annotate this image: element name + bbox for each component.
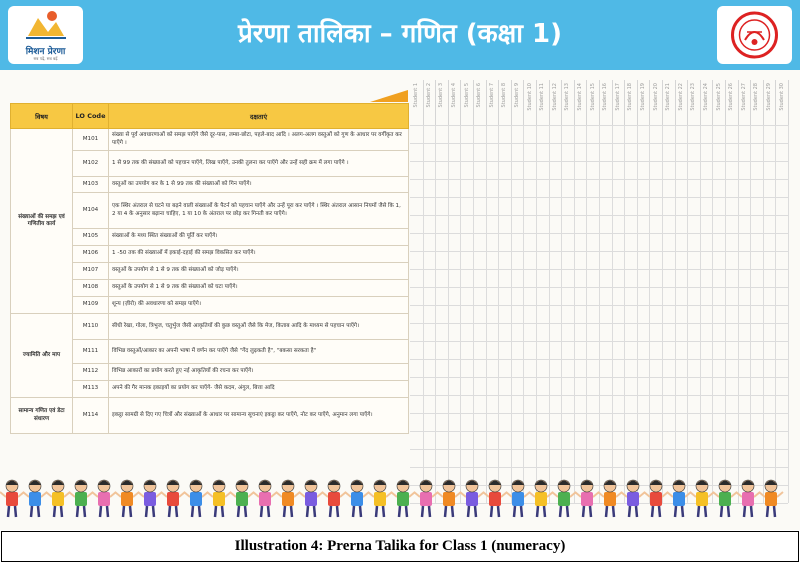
grid-column-line (435, 125, 436, 503)
grid-column-line (788, 125, 789, 503)
student-label: Student 20 (652, 83, 659, 111)
child-figure-icon (529, 480, 553, 517)
grid-row-line (410, 215, 788, 216)
student-column-header (725, 80, 739, 125)
student-column-header (511, 80, 525, 125)
lo-code-cell: M114 (73, 398, 109, 434)
competency-cell: विभिन्न वस्तुओं/आकार का अपनी भाषा में वर्णन कर पाएँगे जैसे "गेंद लुढ़कती है", "बकसा सरकता है" (109, 340, 409, 364)
competency-cell: शून्य (ज़ीरो) की अवधारणा को समझ पाएँगे। (109, 297, 409, 314)
child-figure-icon (391, 480, 415, 517)
student-label: Student 14 (577, 83, 584, 111)
student-column-header (561, 80, 575, 125)
grid-column-line (675, 125, 676, 503)
figure-caption: Illustration 4: Prerna Talika for Class 1 (numeracy) (1, 531, 799, 562)
grid-column-line (750, 125, 751, 503)
lo-code-cell: M101 (73, 129, 109, 151)
subject-cell: संख्याओं की समझ एवं गणितीय कार्य (11, 129, 73, 314)
grid-column-line (448, 125, 449, 503)
grid-column-line (486, 125, 487, 503)
student-label: Student 22 (677, 83, 684, 111)
up-govt-seal-icon (717, 6, 792, 64)
student-label: Student 16 (602, 83, 609, 111)
grid-row-line (410, 125, 788, 126)
competency-cell: अपने की गैर मानक इकाइयों का प्रयोग कर पाएँगे- जैसे कदम, अंगुल, बित्ता आदि (109, 381, 409, 398)
child-figure-icon (437, 480, 461, 517)
grid-row-line (410, 323, 788, 324)
competency-cell: संख्या से पूर्व अवधारणाओं को समझ पाएँगे जैसे दूर-पास, लम्बा-छोटा, पहले-बाद आदि । अलग-अलग वस्तुओं को गुण के आधार पर वर्गीकृत कर पाएँगे । (109, 129, 409, 151)
grid-row-line (410, 305, 788, 306)
grid-column-line (498, 125, 499, 503)
lo-code-cell: M109 (73, 297, 109, 314)
child-figure-icon (23, 480, 47, 517)
competency-cell: वस्तुओं के उपयोग से 1 से 9 तक की संख्याओं को घटा पाएँगे। (109, 280, 409, 297)
table-row (11, 398, 409, 434)
student-column-header (473, 80, 487, 125)
table-row (11, 314, 409, 340)
student-column-header (700, 80, 714, 125)
student-label: Student 27 (740, 83, 747, 111)
student-label: Student 30 (778, 83, 785, 111)
child-figure-icon (598, 480, 622, 517)
competency-cell: वस्तुओं का उपयोग कर के 1 से 99 तक की संख्याओं को गिन पाएँगे। (109, 177, 409, 193)
student-column-header (460, 80, 474, 125)
student-column-header (675, 80, 689, 125)
page-title: प्रेरणा तालिका – गणित (कक्षा 1) (237, 19, 563, 49)
student-label: Student 29 (766, 83, 773, 111)
header-subject: विषय (11, 104, 73, 129)
grid-column-line (511, 125, 512, 503)
lo-code-cell: M104 (73, 193, 109, 229)
lo-code-cell: M102 (73, 151, 109, 177)
grid-column-line (549, 125, 550, 503)
child-figure-icon (69, 480, 93, 517)
student-column-header (624, 80, 638, 125)
grid-row-line (410, 359, 788, 360)
student-column-header (498, 80, 512, 125)
student-label: Student 28 (753, 83, 760, 111)
child-figure-icon (138, 480, 162, 517)
student-column-header (612, 80, 626, 125)
child-figure-icon (552, 480, 576, 517)
child-figure-icon (207, 480, 231, 517)
grid-column-line (423, 125, 424, 503)
student-label: Student 2 (425, 83, 432, 108)
student-column-header (486, 80, 500, 125)
lo-code-cell: M107 (73, 263, 109, 280)
grid-column-line (687, 125, 688, 503)
child-figure-icon (322, 480, 346, 517)
child-figure-icon (92, 480, 116, 517)
student-label: Student 5 (463, 83, 470, 108)
grid-column-line (738, 125, 739, 503)
grid-column-line (700, 125, 701, 503)
logo-tagline: सब पढ़ें, सब बढ़ें (33, 56, 58, 61)
grid-row-line (410, 269, 788, 270)
child-figure-icon (460, 480, 484, 517)
subject-cell: ज्यामिति और माप (11, 314, 73, 398)
grid-column-line (725, 125, 726, 503)
child-figure-icon (230, 480, 254, 517)
child-figure-icon (345, 480, 369, 517)
competency-cell: वस्तुओं के उपयोग से 1 से 9 तक की संख्याओं को जोड़ पाएँगे। (109, 263, 409, 280)
table-row (11, 129, 409, 151)
grid-column-line (561, 125, 562, 503)
child-figure-icon (46, 480, 70, 517)
competency-cell: विभिन्न आकारों का प्रयोग करते हुए नई आकृतियों की रचना कर पाएँगे। (109, 364, 409, 381)
competency-cell: सीधी रेखा, गोला, त्रिभुज, चतुर्भुज जैसी आकृतियों की कुछ वस्तुओं जैसे कि मेज, किताब आदि के माध्यम से पहचान पाएँगे। (109, 314, 409, 340)
child-figure-icon (759, 480, 783, 517)
grid-column-line (649, 125, 650, 503)
child-figure-icon (161, 480, 185, 517)
child-figure-icon (621, 480, 645, 517)
student-column-header (738, 80, 752, 125)
grid-column-line (612, 125, 613, 503)
child-figure-icon (506, 480, 530, 517)
student-label: Student 11 (539, 83, 546, 111)
student-label: Student 26 (728, 83, 735, 111)
child-figure-icon (276, 480, 300, 517)
grid-column-line (662, 125, 663, 503)
grid-column-line (624, 125, 625, 503)
grid-column-line (523, 125, 524, 503)
mission-prerna-logo (8, 6, 83, 64)
child-figure-icon (368, 480, 392, 517)
competency-cell: 1 से 99 तक की संख्याओं को पहचान पाएँगे, लिख पाएँगे, उनकी तुलना कर पाएँगे और उन्हें सही क्रम में लगा पाएँगे । (109, 151, 409, 177)
student-label: Student 15 (589, 83, 596, 111)
student-column-header (649, 80, 663, 125)
competency-cell: एक स्थिर अंतराल से घटने या बढ़ने वाली संख्याओं के पैटर्न को पहचान पाएँगे और उन्हें पूरा कर पाएँगे । स्थिर अंतराल आसान नियमों जैसे कि 1, 2 या 4 के अनुसार बढ़ाना चाहिए, 1 या 10 के अंतराल पर छोड़ कर गिनती कर पाएँगे। (109, 193, 409, 229)
student-label: Student 17 (614, 83, 621, 111)
mission-prerna-emblem-icon (8, 6, 83, 44)
competency-cell: 1 -50 तक की संख्याओं में इकाई-दहाई की समझ विकसित कर पाएँगे। (109, 246, 409, 263)
table-accent-stripe (10, 90, 408, 102)
student-label: Student 25 (715, 83, 722, 111)
grid-row-line (410, 377, 788, 378)
grid-row-line (410, 431, 788, 432)
lo-code-cell: M111 (73, 340, 109, 364)
student-label: Student 23 (690, 83, 697, 111)
child-figure-icon (667, 480, 691, 517)
grid-column-line (599, 125, 600, 503)
child-figure-icon (575, 480, 599, 517)
grid-column-line (536, 125, 537, 503)
child-figure-icon (736, 480, 760, 517)
student-label: Student 7 (488, 83, 495, 108)
student-label: Student 9 (514, 83, 521, 108)
grid-row-line (410, 395, 788, 396)
child-figure-icon (0, 480, 24, 517)
grid-row-line (410, 287, 788, 288)
lo-code-cell: M105 (73, 229, 109, 246)
grid-row-line (410, 341, 788, 342)
student-label: Student 3 (438, 83, 445, 108)
child-figure-icon (644, 480, 668, 517)
children-illustration-strip (0, 470, 800, 525)
student-column-header (574, 80, 588, 125)
child-figure-icon (184, 480, 208, 517)
student-column-header (637, 80, 651, 125)
table-header-row (11, 104, 409, 129)
student-column-header (448, 80, 462, 125)
grid-column-line (712, 125, 713, 503)
student-column-header (549, 80, 563, 125)
student-label: Student 21 (665, 83, 672, 111)
student-column-header (410, 80, 424, 125)
student-column-header (763, 80, 777, 125)
grid-column-line (775, 125, 776, 503)
student-column-header (712, 80, 726, 125)
student-column-header (536, 80, 550, 125)
grid-column-line (586, 125, 587, 503)
grid-row-line (410, 251, 788, 252)
grid-column-line (473, 125, 474, 503)
child-figure-icon (690, 480, 714, 517)
header-competency: दक्षताएं (109, 104, 409, 129)
grid-row-line (410, 143, 788, 144)
child-figure-icon (713, 480, 737, 517)
child-figure-icon (299, 480, 323, 517)
child-figure-icon (253, 480, 277, 517)
grid-column-line (637, 125, 638, 503)
grid-row-line (410, 161, 788, 162)
student-label: Student 12 (551, 83, 558, 111)
student-label: Student 19 (640, 83, 647, 111)
lo-code-cell: M112 (73, 364, 109, 381)
student-column-header (586, 80, 600, 125)
child-figure-icon (414, 480, 438, 517)
competency-table (10, 103, 409, 434)
grid-row-line (410, 233, 788, 234)
student-column-header (750, 80, 764, 125)
grid-row-line (410, 179, 788, 180)
student-column-header (687, 80, 701, 125)
child-figure-icon (115, 480, 139, 517)
student-label: Student 8 (501, 83, 508, 108)
grid-column-line (574, 125, 575, 503)
header-lo-code: LO Code (73, 104, 109, 129)
student-column-header (435, 80, 449, 125)
student-column-header (423, 80, 437, 125)
student-label: Student 24 (703, 83, 710, 111)
student-label: Student 4 (451, 83, 458, 108)
grid-column-line (763, 125, 764, 503)
grid-row-line (410, 467, 788, 468)
student-column-header (662, 80, 676, 125)
grid-column-line (460, 125, 461, 503)
logo-name: मिशन प्रेरणा (25, 47, 66, 57)
subject-cell: सामान्य गणित एवं डेटा संधारण (11, 398, 73, 434)
grid-row-line (410, 413, 788, 414)
lo-code-cell: M110 (73, 314, 109, 340)
state-emblem-logo (717, 6, 792, 64)
student-column-header (523, 80, 537, 125)
student-column-header (775, 80, 789, 125)
lo-code-cell: M108 (73, 280, 109, 297)
grid-row-line (410, 449, 788, 450)
lo-code-cell: M103 (73, 177, 109, 193)
student-label: Student 1 (413, 83, 420, 108)
student-label: Student 6 (476, 83, 483, 108)
competency-cell: संख्याओं के मध्य स्थित संख्याओं की पूर्ति कर पाएँगे। (109, 229, 409, 246)
student-label: Student 13 (564, 83, 571, 111)
student-label: Student 18 (627, 83, 634, 111)
student-column-header (599, 80, 613, 125)
child-figure-icon (483, 480, 507, 517)
lo-code-cell: M106 (73, 246, 109, 263)
competency-cell: इकट्ठा सामग्री से दिए गए चित्रों और संख्याओं के आधार पर सामान्य सूचनाएं इकट्ठा कर पाएँगे, नोट कर पाएँगे, अनुमान लगा पाएँगे। (109, 398, 409, 434)
grid-row-line (410, 197, 788, 198)
header-banner (0, 0, 800, 70)
lo-code-cell: M113 (73, 381, 109, 398)
student-label: Student 10 (526, 83, 533, 111)
